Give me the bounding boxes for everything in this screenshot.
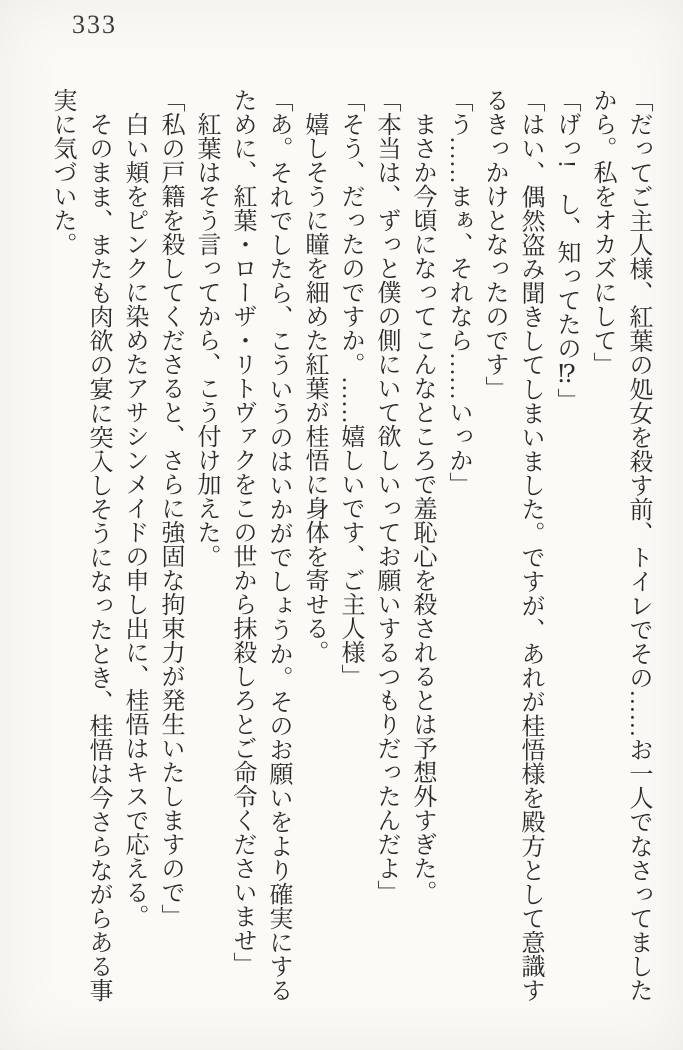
paragraph: 「私の戸籍を殺してくださると、さらに強固な拘束力が発生いたしますので」 (157, 88, 183, 928)
paragraph: 「あ。それでしたら、こういうのはいかがでしょうか。そのお願いをより確実にするために、紅葉・ローザ・リトヴァクをこの世から抹殺しろとご命令くださいませ」 (229, 88, 291, 1002)
paragraph: 「はい、偶然盗み聞きしてしまいました。ですが、あれが桂悟様を殿方として意識するきっかけとなったのです」 (481, 88, 543, 1003)
paragraph: 「げっ! し、知ってたの⁉」 (553, 88, 579, 412)
paragraph: 「本当は、ずっと僕の側にいて欲しいってお願いするつもりだったんだよ」 (373, 88, 399, 904)
paragraph: 「だってご主人様、紅葉の処女を殺す前、トイレでその……お一人でなさってましたから。私をオカズにして」 (589, 88, 651, 1002)
paragraph: まさか今頃になってこんなところで羞恥心を殺されるとは予想外すぎた。 (409, 112, 435, 904)
paragraph: 「そう、だったのですか。……嬉しいです、ご主人様」 (337, 88, 363, 688)
paragraph: 嬉しそうに瞳を細めた紅葉が桂悟に身体を寄せる。 (301, 112, 327, 664)
paragraph: 紅葉はそう言ってから、こう付け加えた。 (193, 112, 219, 568)
paragraph: そのまま、またも肉欲の宴に突入しそうになったとき、桂悟は今さらながらある事実に気づいた。 (49, 88, 111, 1002)
paragraph: 「う……まぁ、それなら……いっか」 (445, 88, 471, 496)
page-text (44, 88, 656, 1002)
paragraph: 白い頬をピンクに染めたアサシンメイドの申し出に、桂悟はキスで応える。 (121, 112, 147, 928)
page-number: 333 (72, 10, 117, 39)
